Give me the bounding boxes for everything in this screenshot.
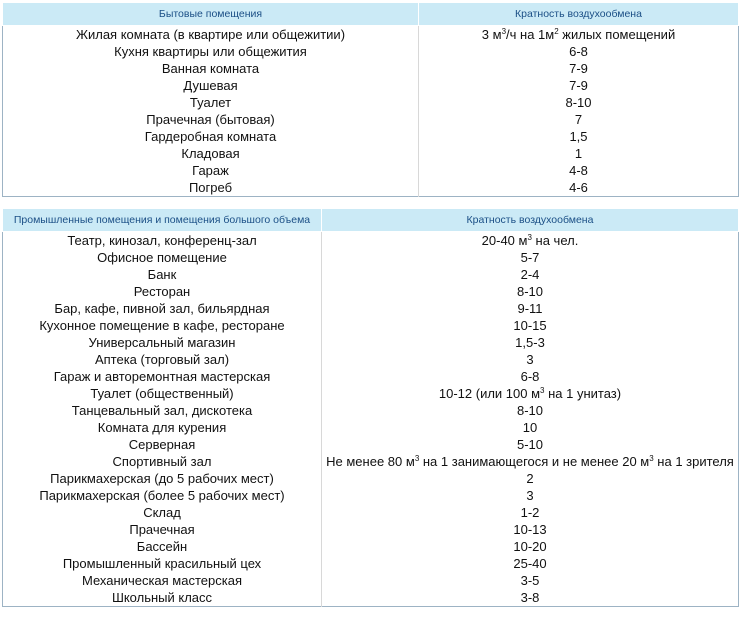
room-cell: Гараж и авторемонтная мастерская <box>3 368 322 385</box>
table-row <box>3 453 739 470</box>
room-cell: Театр, кинозал, конференц-зал <box>3 232 322 250</box>
table-row <box>3 77 739 94</box>
table-row <box>3 538 739 555</box>
table-row <box>3 128 739 145</box>
table-header-row <box>3 3 739 26</box>
rate-cell: 7 <box>574 111 583 127</box>
column-header-rate: Кратность воздухообмена <box>419 3 739 26</box>
room-cell: Ванная комната <box>3 60 419 77</box>
table-row <box>3 266 739 283</box>
room-cell: Танцевальный зал, дискотека <box>3 402 322 419</box>
column-header-rate: Кратность воздухообмена <box>322 209 739 232</box>
table-row <box>3 300 739 317</box>
table-row <box>3 555 739 572</box>
rate-cell: 1 <box>574 145 583 161</box>
room-cell: Универсальный магазин <box>3 334 322 351</box>
table-row <box>3 317 739 334</box>
residential-ventilation-table <box>2 2 739 197</box>
rate-cell: 2-4 <box>520 266 540 282</box>
table-row <box>3 111 739 128</box>
rate-cell: 8-10 <box>516 283 544 299</box>
table-row <box>3 334 739 351</box>
rate-cell: 1,5 <box>569 128 588 144</box>
room-cell: Туалет <box>3 94 419 111</box>
room-cell: Офисное помещение <box>3 249 322 266</box>
room-cell: Механическая мастерская <box>3 572 322 589</box>
table-row <box>3 232 739 250</box>
rate-cell: 20-40 $м^3$ на чел. <box>481 232 579 248</box>
table-row <box>3 351 739 368</box>
room-cell: Гараж <box>3 162 419 179</box>
table-row <box>3 179 739 197</box>
rate-cell: 3 $м^3/ч$ на $1м^2$ жилых помещений <box>481 26 676 42</box>
rate-cell: 6-8 <box>520 368 540 384</box>
room-cell: Кладовая <box>3 145 419 162</box>
table-row <box>3 487 739 504</box>
room-cell: Комната для курения <box>3 419 322 436</box>
table-row <box>3 283 739 300</box>
table-row <box>3 402 739 419</box>
room-cell: Банк <box>3 266 322 283</box>
room-cell: Погреб <box>3 179 419 197</box>
room-cell: Душевая <box>3 77 419 94</box>
rate-cell: 10-15 <box>513 317 547 333</box>
table-row <box>3 436 739 453</box>
room-cell: Спортивный зал <box>3 453 322 470</box>
rate-cell: 4-8 <box>569 162 588 178</box>
table-row <box>3 504 739 521</box>
rate-cell: 6-8 <box>569 43 588 59</box>
rate-cell: 5-10 <box>516 436 544 452</box>
room-cell: Кухонное помещение в кафе, ресторане <box>3 317 322 334</box>
room-cell: Промышленный красильный цех <box>3 555 322 572</box>
table-row <box>3 26 739 44</box>
rate-cell: 3-8 <box>520 589 540 605</box>
rate-cell: 7-9 <box>569 60 588 76</box>
table-row <box>3 145 739 162</box>
room-cell: Туалет (общественный) <box>3 385 322 402</box>
rate-cell: Не менее 80 $м^3$ на 1 занимающегося и не менее 20 $м^3$ на 1 зрителя <box>326 453 734 469</box>
room-cell: Бар, кафе, пивной зал, бильярдная <box>3 300 322 317</box>
rate-cell: 10-20 <box>513 538 547 554</box>
room-cell: Прачечная <box>3 521 322 538</box>
rate-cell: 8-10 <box>516 402 544 418</box>
table-row <box>3 589 739 607</box>
rate-cell: 1,5-3 <box>515 334 545 350</box>
table-header-row <box>3 209 739 232</box>
rate-cell: 10-12 (или 100 $м^3$ на 1 унитаз) <box>438 385 622 401</box>
rate-cell: 5-7 <box>520 249 540 265</box>
industrial-ventilation-table <box>2 208 739 607</box>
table-row <box>3 60 739 77</box>
rate-cell: 3-5 <box>520 572 540 588</box>
rate-cell: 2 <box>526 470 534 486</box>
rate-cell: 10 <box>522 419 538 435</box>
room-cell: Жилая комната (в квартире или общежитии) <box>3 26 419 44</box>
column-header-room: Промышленные помещения и помещения большого объема <box>3 209 322 232</box>
rate-cell: 10-13 <box>513 521 547 537</box>
table-row <box>3 521 739 538</box>
table-row <box>3 249 739 266</box>
rate-cell: 4-6 <box>569 179 588 195</box>
room-cell: Школьный класс <box>3 589 322 607</box>
room-cell: Прачечная (бытовая) <box>3 111 419 128</box>
table-row <box>3 385 739 402</box>
table-row <box>3 470 739 487</box>
rate-cell: 1-2 <box>520 504 540 520</box>
rate-cell: 8-10 <box>565 94 592 110</box>
rate-cell: 3 <box>526 351 534 367</box>
table-row <box>3 368 739 385</box>
room-cell: Кухня квартиры или общежития <box>3 43 419 60</box>
rate-cell: 25-40 <box>513 555 547 571</box>
table-row <box>3 419 739 436</box>
table-row <box>3 572 739 589</box>
room-cell: Аптека (торговый зал) <box>3 351 322 368</box>
rate-cell: 3 <box>526 487 534 503</box>
table-row <box>3 94 739 111</box>
table-row <box>3 162 739 179</box>
rate-cell: 9-11 <box>517 300 543 316</box>
column-header-room: Бытовые помещения <box>3 3 419 26</box>
room-cell: Бассейн <box>3 538 322 555</box>
room-cell: Ресторан <box>3 283 322 300</box>
room-cell: Серверная <box>3 436 322 453</box>
rate-cell: 7-9 <box>569 77 588 93</box>
room-cell: Гардеробная комната <box>3 128 419 145</box>
room-cell: Парикмахерская (более 5 рабочих мест) <box>3 487 322 504</box>
room-cell: Парикмахерская (до 5 рабочих мест) <box>3 470 322 487</box>
table-row <box>3 43 739 60</box>
room-cell: Склад <box>3 504 322 521</box>
